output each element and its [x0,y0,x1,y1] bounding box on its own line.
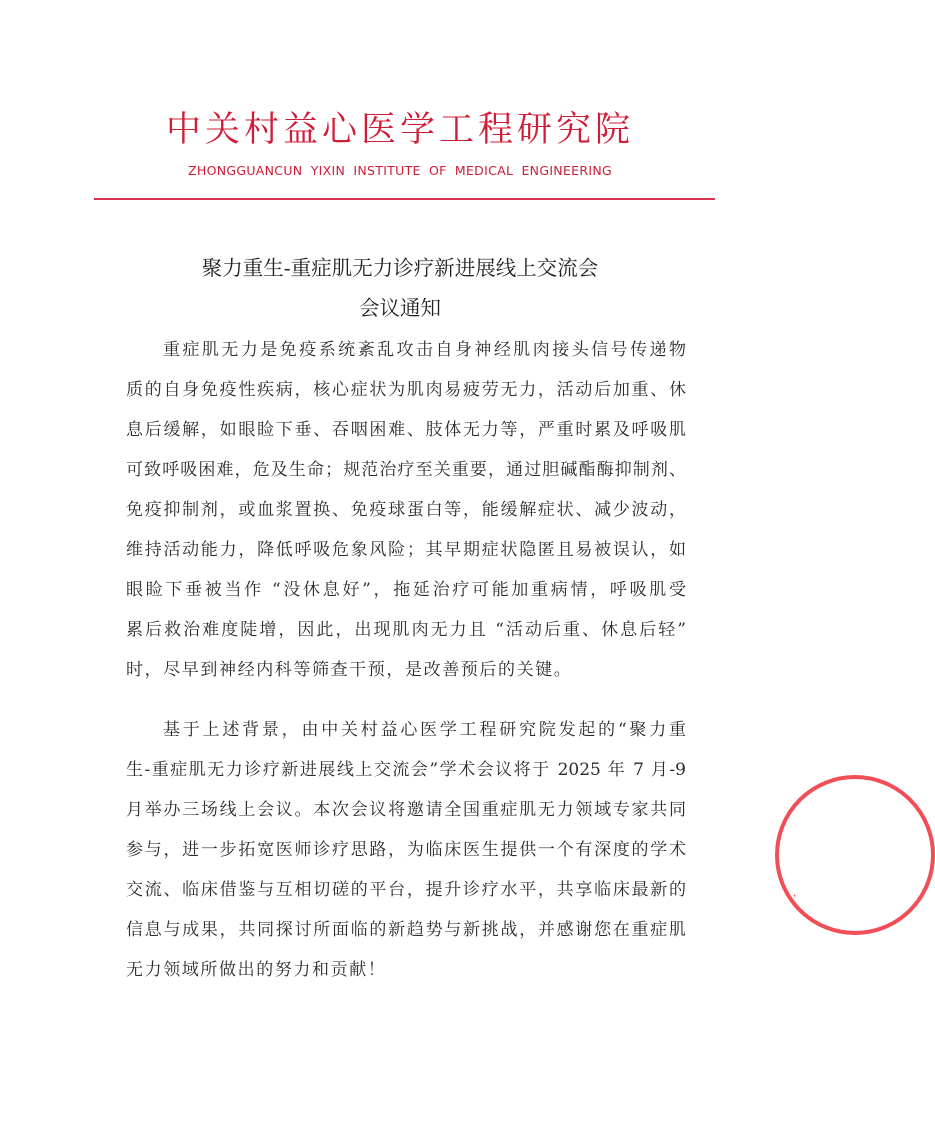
paragraph-line: 无力领域所做出的努力和贡献！ [126,960,387,980]
document-title: 聚力重生-重症肌无力诊疗新进展线上交流会 [201,256,599,280]
seal-text-fragment: ， [793,888,803,899]
paragraph-line: 时，尽早到神经内科等筛查干预，是改善预后的关键。 [126,660,573,680]
paragraph-line: 基于上述背景，由中关村益心医学工程研究院发起的“聚力重 [163,720,686,740]
paragraph-line: 质的自身免疫性疾病，核心症状为肌肉易疲劳无力，活动后加重、休 [126,380,686,400]
official-seal-stamp [775,775,935,935]
paragraph-line: 累后救治难度陡增，因此，出现肌肉无力且 “活动后重、休息后轻” [126,620,686,640]
document-subtitle: 会议通知 [359,296,441,320]
paragraph-line: 参与，进一步拓宽医师诊疗思路，为临床医生提供一个有深度的学术 [126,840,686,860]
letterhead-title-cn: 中关村益心医学工程研究院 [165,110,634,150]
paragraph-line: 重症肌无力是免疫系统紊乱攻击自身神经肌肉接头信号传递物 [163,340,686,360]
paragraph-line: 交流、临床借鉴与互相切磋的平台，提升诊疗水平，共享临床最新的 [126,880,686,900]
paragraph-line: 可致呼吸困难，危及生命；规范治疗至关重要，通过胆碱酯酶抑制剂、 [126,460,686,480]
letterhead-title-en: ZHONGGUANCUN YIXIN INSTITUTE OF MEDICAL ENGINEERING [188,163,612,178]
letterhead-divider [94,198,715,200]
paragraph-line: 眼睑下垂被当作 “没休息好”，拖延治疗可能加重病情，呼吸肌受 [126,580,686,600]
paragraph-line: 免疫抑制剂，或血浆置换、免疫球蛋白等，能缓解症状、减少波动， [126,500,686,520]
paragraph-line: 息后缓解，如眼睑下垂、吞咽困难、肢体无力等，严重时累及呼吸肌 [126,420,686,440]
paragraph-line: 生-重症肌无力诊疗新进展线上交流会”学术会议将于 2025 年 7 月-9 [126,760,686,780]
paragraph-line: 信息与成果，共同探讨所面临的新趋势与新挑战，并感谢您在重症肌 [126,920,686,940]
paragraph-line: 月举办三场线上会议。本次会议将邀请全国重症肌无力领域专家共同 [126,800,686,820]
paragraph-line: 维持活动能力，降低呼吸危象风险；其早期症状隐匿且易被误认，如 [126,540,686,560]
